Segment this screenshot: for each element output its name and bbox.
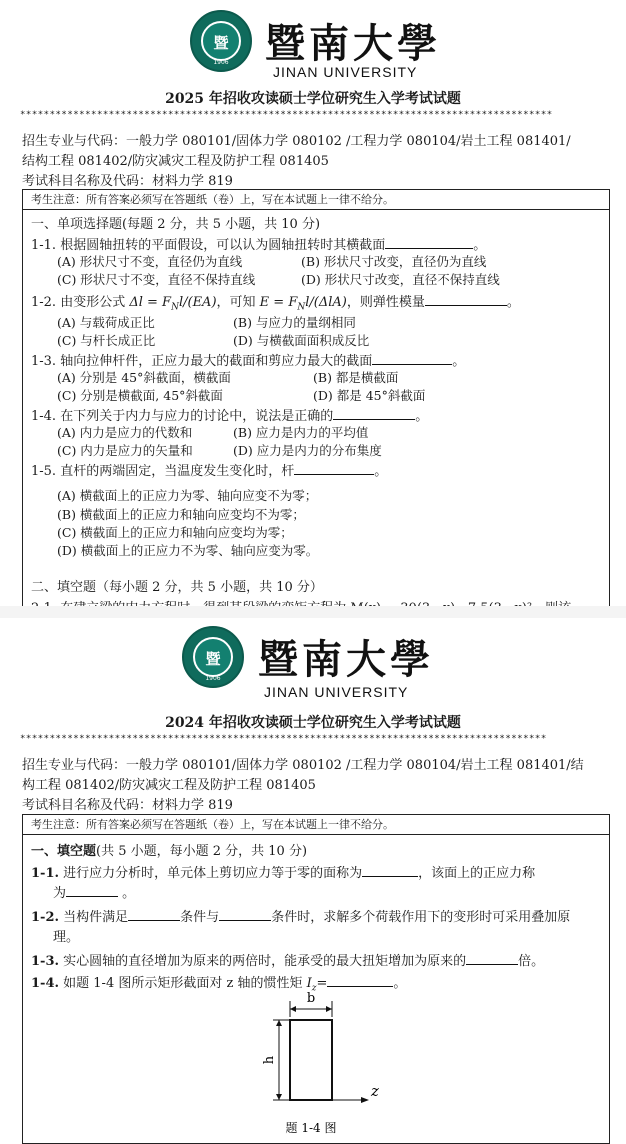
z-axis-label: z — [371, 1082, 379, 1100]
option-a: (A) 横截面上的正应力为零、轴向应变不为零； — [57, 488, 318, 503]
rectangle-section — [290, 1020, 332, 1100]
option-d: (D) 与横截面面积成反比 — [233, 333, 370, 348]
question-1-4: 1-4. 如题 1-4 图所示矩形截面对 z 轴的惯性矩 $I_z=$ 。 — [31, 972, 406, 994]
question-1-5: 1-5. 直杆的两端固定，当温度发生变化时，杆 。 — [31, 460, 387, 479]
option-b: (B) 应力是内力的平均值 — [233, 425, 369, 440]
arrow-left-icon — [290, 1006, 296, 1012]
dim-h-label: h — [262, 1055, 277, 1065]
university-name-en: JINAN UNIVERSITY — [264, 684, 409, 700]
option-c: (C) 形状尺寸不变，直径不保持直线 — [57, 272, 256, 287]
question-1-4: 1-4. 在下列关于内力与应力的讨论中，说法是正确的 。 — [31, 405, 428, 424]
option-b: (B) 形状尺寸改变，直径仍为直线 — [301, 254, 487, 269]
majors-line-2: 结构工程 081402/防灾减灾工程及防护工程 081405 — [22, 154, 329, 169]
arrow-down-icon — [276, 1094, 282, 1100]
exam-title: 2025 年招收攻读硕士学位研究生入学考试试题 — [165, 91, 461, 107]
arrow-right-icon — [326, 1006, 332, 1012]
question-1-1: 1-1. 根据圆轴扭转的平面假设，可以认为圆轴扭转时其横截面 。 — [31, 234, 486, 253]
exam-page-2024 — [0, 618, 626, 1135]
notice: 考生注意：所有答案必须写在答题纸（卷）上，写在本试题上一律不给分。 — [23, 815, 609, 835]
option-d: (D) 横截面上的正应力不为零、轴向应变为零。 — [57, 543, 319, 558]
option-d: (D) 形状尺寸改变，直径不保持直线 — [301, 272, 500, 287]
arrow-up-icon — [276, 1020, 282, 1026]
question-1-3: 1-3. 轴向拉伸杆件，正应力最大的截面和剪应力最大的截面 。 — [31, 350, 465, 369]
university-header — [0, 624, 626, 706]
option-c: (C) 分别是横截面, 45°斜截面 — [57, 388, 223, 403]
question-1-2-line-2: 理。 — [53, 930, 80, 945]
divider-stars: ****************************************************************************************** — [20, 110, 553, 120]
subject-line: 考试科目名称及代码：材料力学 819 — [22, 174, 233, 189]
divider-stars: ***************************************************************************************** — [20, 734, 547, 744]
section-2-heading: 二、填空题（每小题 2 分，共 5 小题，共 10 分） — [31, 580, 323, 595]
university-seal-logo: 暨 1906 — [190, 10, 252, 72]
option-d: (D) 应力是内力的分布集度 — [233, 443, 382, 458]
option-d: (D) 都是 45°斜截面 — [313, 388, 426, 403]
question-box — [22, 189, 610, 619]
majors-line-1: 招生专业与代码：一般力学 080101/固体力学 080102 /工程力学 080104/岩土工程 081401/结 — [22, 758, 584, 773]
notice: 考生注意：所有答案必须写在答题纸（卷）上，写在本试题上一律不给分。 — [23, 190, 609, 210]
option-a: (A) 分别是 45°斜截面，横截面 — [57, 370, 231, 385]
option-b: (B) 都是横截面 — [313, 370, 399, 385]
option-b: (B) 横截面上的正应力和轴向应变均不为零； — [57, 507, 305, 522]
figure-caption: 题 1-4 图 — [285, 1121, 337, 1135]
university-name-cn: 暨南大學 — [258, 636, 434, 683]
section-1-heading: 一、单项选择题(每题 2 分，共 5 小题，共 10 分) — [31, 217, 321, 232]
subject-line: 考试科目名称及代码：材料力学 819 — [22, 798, 233, 813]
option-a: (A) 形状尺寸不变，直径仍为直线 — [57, 254, 243, 269]
option-c: (C) 内力是应力的矢量和 — [57, 443, 193, 458]
question-1-1: 1-1. 进行应力分析时，单元体上剪切应力等于零的面称为 ，该面上的正应力称 — [31, 862, 535, 881]
page-separator — [0, 606, 626, 618]
dim-b-label: b — [306, 991, 316, 1006]
option-a: (A) 与载荷成正比 — [57, 315, 155, 330]
option-a: (A) 内力是应力的代数和 — [57, 425, 193, 440]
question-1-1-line-2: 为 。 — [53, 882, 135, 901]
university-seal-logo: 暨 1906 — [182, 626, 244, 688]
option-c: (C) 横截面上的正应力和轴向应变均为零； — [57, 525, 293, 540]
arrow-right-icon — [361, 1097, 369, 1103]
exam-title: 2024 年招收攻读硕士学位研究生入学考试试题 — [165, 715, 461, 731]
question-1-2: 1-2. 由变形公式 $\Delta l = F_Nl/(EA)$，可知 $E = F_Nl/(\Delta lA)$，则弹性模量 。 — [31, 291, 520, 313]
option-c: (C) 与杆长成正比 — [57, 333, 156, 348]
university-name-en: JINAN UNIVERSITY — [273, 64, 418, 80]
option-b: (B) 与应力的量纲相同 — [233, 315, 356, 330]
university-header — [0, 8, 626, 90]
figure-1-4 — [253, 993, 413, 1143]
university-name-cn: 暨南大學 — [265, 20, 441, 67]
majors-line-2: 构工程 081402/防灾减灾工程及防护工程 081405 — [22, 778, 316, 793]
majors-line-1: 招生专业与代码：一般力学 080101/固体力学 080102 /工程力学 080104/岩土工程 081401/ — [22, 134, 571, 149]
question-1-3: 1-3. 实心圆轴的直径增加为原来的两倍时，能承受的最大扭矩增加为原来的 倍。 — [31, 950, 544, 969]
question-1-2: 1-2. 当构件满足 条件与 条件时，求解多个荷载作用下的变形时可采用叠加原 — [31, 906, 570, 925]
question-box — [22, 814, 610, 1144]
section-1-heading: 一、填空题(共 5 小题，每小题 2 分，共 10 分) — [31, 844, 308, 859]
